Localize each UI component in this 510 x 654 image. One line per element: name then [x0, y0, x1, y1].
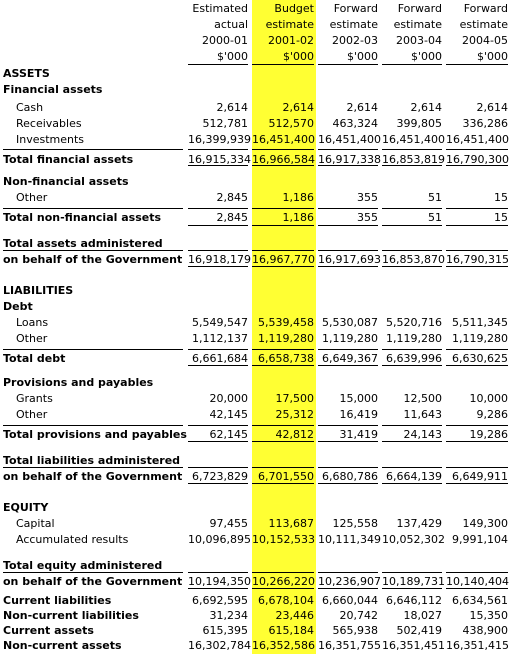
rule-col2 [318, 467, 378, 468]
cell-col3: 6,639,996 [386, 352, 442, 365]
cell-col4: 1,119,280 [452, 332, 508, 345]
header-col4-l1: Forward [463, 2, 508, 15]
cell-col2: 31,419 [339, 428, 378, 441]
cell-col4: 438,900 [462, 624, 508, 637]
table-row [0, 575, 510, 589]
cell-col3: 11,643 [403, 408, 442, 421]
rule-col2 [318, 64, 378, 65]
rule-col2 [318, 149, 378, 150]
cell-col1: 1,119,280 [258, 332, 314, 345]
table-row [0, 408, 510, 422]
rule-col3 [382, 250, 442, 251]
header-col1-l1: Budget [274, 2, 314, 15]
cell-col0: 2,614 [216, 101, 248, 114]
row-label: Capital [16, 517, 55, 530]
rule-col4 [446, 588, 508, 589]
row-label: Receivables [16, 117, 82, 130]
rule-col2 [318, 349, 378, 350]
cell-col4: 5,511,345 [452, 316, 508, 329]
cell-col0: 2,845 [216, 191, 248, 204]
rule-col4 [446, 225, 508, 226]
cell-col0: 20,000 [209, 392, 248, 405]
cell-col1: 5,539,458 [258, 316, 314, 329]
cell-col0: 615,395 [202, 624, 248, 637]
row-label: Investments [16, 133, 85, 146]
row-label: Financial assets [3, 83, 103, 96]
row-label: EQUITY [3, 501, 49, 514]
cell-col0: 97,455 [209, 517, 248, 530]
table-row [0, 101, 510, 115]
cell-col3: 5,520,716 [386, 316, 442, 329]
header-col2-l4: $'000 [346, 50, 378, 63]
cell-col0: 16,915,334 [188, 153, 251, 166]
table-row [0, 83, 510, 97]
rule-label [3, 467, 183, 468]
cell-col3: 16,451,400 [382, 133, 445, 146]
cell-col0: 1,112,137 [192, 332, 248, 345]
rule-col3 [382, 225, 442, 226]
cell-col1: 6,701,550 [258, 470, 314, 483]
rule-col4 [446, 365, 508, 366]
rule-col3 [382, 441, 442, 442]
table-row [0, 594, 510, 608]
cell-col2: 10,111,349 [318, 533, 381, 546]
rule-col0 [188, 467, 248, 468]
row-label: Total non-financial assets [3, 211, 162, 224]
cell-col2: 16,917,693 [318, 253, 381, 266]
rule-col3 [382, 425, 442, 426]
header-col4-l2: estimate [459, 18, 508, 31]
cell-col1: 10,266,220 [252, 575, 315, 588]
rule-col0 [188, 572, 248, 573]
cell-col4: 15,350 [469, 609, 508, 622]
rule-col0 [188, 225, 248, 226]
rule-col1 [252, 425, 314, 426]
header-col3-l1: Forward [397, 2, 442, 15]
row-label: Loans [16, 316, 49, 329]
header-col0-l2: actual [214, 18, 248, 31]
cell-col2: 1,119,280 [322, 332, 378, 345]
cell-col4: 9,991,104 [452, 533, 508, 546]
header-col1-l3: 2001-02 [268, 34, 314, 47]
table-row [0, 300, 510, 314]
table-row [0, 559, 510, 573]
rule-col2 [318, 225, 378, 226]
cell-col4: 149,300 [462, 517, 508, 530]
row-label: LIABILITIES [3, 284, 74, 297]
rule-col2 [318, 266, 378, 267]
cell-col1: 25,312 [275, 408, 314, 421]
rule-col1 [252, 208, 314, 209]
cell-col3: 2,614 [410, 101, 442, 114]
row-label: Accumulated results [16, 533, 129, 546]
cell-col4: 6,634,561 [452, 594, 508, 607]
cell-col3: 18,027 [403, 609, 442, 622]
table-row [0, 133, 510, 147]
cell-col3: 6,664,139 [386, 470, 442, 483]
header-col3-l4: $'000 [410, 50, 442, 63]
cell-col2: 6,660,044 [322, 594, 378, 607]
rule-col2 [318, 165, 378, 166]
table-row [0, 211, 510, 225]
cell-col1: 23,446 [275, 609, 314, 622]
cell-col1: 17,500 [275, 392, 314, 405]
cell-col1: 6,658,738 [258, 352, 314, 365]
table-row [0, 392, 510, 406]
header-col3-l2: estimate [393, 18, 442, 31]
header-col2-l3: 2002-03 [332, 34, 378, 47]
table-row [0, 253, 510, 267]
cell-col2: 20,742 [339, 609, 378, 622]
row-label: ASSETS [3, 67, 50, 80]
rule-label [3, 250, 183, 251]
cell-col0: 6,661,684 [192, 352, 248, 365]
table-row [0, 533, 510, 547]
cell-col1: 615,184 [268, 624, 314, 637]
rule-col1 [252, 266, 314, 267]
rule-col4 [446, 467, 508, 468]
cell-col4: 6,649,911 [452, 470, 508, 483]
cell-col4: 2,614 [476, 101, 508, 114]
row-label: Other [16, 191, 48, 204]
rule-col3 [382, 266, 442, 267]
table-row [0, 624, 510, 638]
rule-col4 [446, 441, 508, 442]
table-row [0, 332, 510, 346]
header-col1-l4: $'000 [282, 50, 314, 63]
rule-col4 [446, 64, 508, 65]
rule-col0 [188, 588, 248, 589]
rule-col0 [188, 64, 248, 65]
cell-col1: 1,186 [282, 211, 314, 224]
rule-col1 [252, 165, 314, 166]
cell-col4: 16,451,400 [446, 133, 509, 146]
cell-col4: 16,790,300 [446, 153, 509, 166]
header-col0-l3: 2000-01 [202, 34, 248, 47]
cell-col3: 6,646,112 [386, 594, 442, 607]
cell-col3: 399,805 [396, 117, 442, 130]
cell-col3: 16,351,451 [382, 639, 445, 652]
rule-col0 [188, 365, 248, 366]
cell-col2: 355 [357, 211, 378, 224]
cell-col2: 355 [357, 191, 378, 204]
cell-col0: 62,145 [209, 428, 248, 441]
cell-col0: 16,399,939 [188, 133, 251, 146]
rule-col2 [318, 250, 378, 251]
rule-col0 [188, 208, 248, 209]
rule-label [3, 149, 183, 150]
rule-col1 [252, 349, 314, 350]
rule-col1 [252, 467, 314, 468]
row-label: on behalf of the Government [3, 253, 183, 266]
header-col3-l3: 2003-04 [396, 34, 442, 47]
cell-col4: 10,000 [469, 392, 508, 405]
rule-col1 [252, 149, 314, 150]
rule-col3 [382, 483, 442, 484]
row-label: Non-current liabilities [3, 609, 139, 622]
cell-col3: 51 [428, 191, 442, 204]
cell-col0: 31,234 [209, 609, 248, 622]
cell-col2: 463,324 [332, 117, 378, 130]
rule-col2 [318, 572, 378, 573]
rule-col4 [446, 149, 508, 150]
cell-col1: 6,678,104 [258, 594, 314, 607]
cell-col1: 42,812 [275, 428, 314, 441]
rule-col1 [252, 250, 314, 251]
cell-col3: 10,189,731 [382, 575, 445, 588]
table-row [0, 428, 510, 442]
cell-col3: 12,500 [403, 392, 442, 405]
cell-col3: 502,419 [396, 624, 442, 637]
cell-col3: 1,119,280 [386, 332, 442, 345]
cell-col4: 9,286 [476, 408, 508, 421]
row-label: Grants [16, 392, 53, 405]
cell-col0: 6,723,829 [192, 470, 248, 483]
cell-col0: 10,194,350 [188, 575, 251, 588]
cell-col4: 6,630,625 [452, 352, 508, 365]
rule-col1 [252, 588, 314, 589]
table-row [0, 517, 510, 531]
cell-col0: 42,145 [209, 408, 248, 421]
table-row [0, 117, 510, 131]
header-col0-l1: Estimated [192, 2, 248, 15]
rule-col0 [188, 250, 248, 251]
rule-col1 [252, 441, 314, 442]
rule-col3 [382, 572, 442, 573]
cell-col1: 2,614 [282, 101, 314, 114]
table-row [0, 237, 510, 251]
table-row [0, 175, 510, 189]
cell-col0: 2,845 [216, 211, 248, 224]
rule-col3 [382, 349, 442, 350]
table-row [0, 376, 510, 390]
rule-col2 [318, 425, 378, 426]
cell-col2: 16,419 [339, 408, 378, 421]
cell-col2: 565,938 [332, 624, 378, 637]
cell-col2: 5,530,087 [322, 316, 378, 329]
cell-col4: 15 [494, 211, 508, 224]
cell-col3: 10,052,302 [382, 533, 445, 546]
rule-col0 [188, 483, 248, 484]
row-label: Non-financial assets [3, 175, 129, 188]
rule-label [3, 425, 183, 426]
rule-col4 [446, 208, 508, 209]
header-col2-l1: Forward [333, 2, 378, 15]
rule-col3 [382, 208, 442, 209]
rule-col1 [252, 572, 314, 573]
rule-col3 [382, 467, 442, 468]
cell-col2: 6,680,786 [322, 470, 378, 483]
cell-col0: 5,549,547 [192, 316, 248, 329]
cell-col3: 16,853,870 [382, 253, 445, 266]
cell-col1: 16,966,584 [252, 153, 315, 166]
row-label: Total debt [3, 352, 66, 365]
rule-label [3, 208, 183, 209]
rule-col0 [188, 266, 248, 267]
rule-label [3, 572, 183, 573]
table-row [0, 284, 510, 298]
rule-col3 [382, 365, 442, 366]
cell-col3: 24,143 [403, 428, 442, 441]
cell-col4: 16,351,415 [446, 639, 509, 652]
row-label: Total equity administered [3, 559, 163, 572]
table-row [0, 454, 510, 468]
table-row [0, 316, 510, 330]
row-label: on behalf of the Government [3, 470, 183, 483]
cell-col2: 125,558 [332, 517, 378, 530]
rule-col2 [318, 365, 378, 366]
row-label: on behalf of the Government [3, 575, 183, 588]
rule-col4 [446, 483, 508, 484]
header-col1-l2: estimate [265, 18, 314, 31]
cell-col2: 16,451,400 [318, 133, 381, 146]
cell-col1: 16,352,586 [252, 639, 315, 652]
rule-col4 [446, 572, 508, 573]
table-row [0, 501, 510, 515]
rule-col1 [252, 365, 314, 366]
rule-col2 [318, 441, 378, 442]
rule-col2 [318, 208, 378, 209]
row-label: Non-current assets [3, 639, 122, 652]
row-label: Other [16, 332, 48, 345]
cell-col3: 51 [428, 211, 442, 224]
row-label: Debt [3, 300, 33, 313]
rule-col4 [446, 349, 508, 350]
rule-col0 [188, 441, 248, 442]
cell-col3: 16,853,819 [382, 153, 445, 166]
row-label: Current liabilities [3, 594, 112, 607]
cell-col4: 10,140,404 [446, 575, 509, 588]
rule-col1 [252, 64, 314, 65]
rule-col3 [382, 588, 442, 589]
rule-col0 [188, 349, 248, 350]
rule-col0 [188, 425, 248, 426]
table-row [0, 352, 510, 366]
cell-col0: 16,918,179 [188, 253, 251, 266]
cell-col4: 336,286 [462, 117, 508, 130]
header-col4-l3: 2004-05 [462, 34, 508, 47]
row-label: Cash [16, 101, 44, 114]
header-col0-l4: $'000 [216, 50, 248, 63]
rule-col3 [382, 64, 442, 65]
rule-label [3, 349, 183, 350]
cell-col2: 6,649,367 [322, 352, 378, 365]
row-label: Other [16, 408, 48, 421]
cell-col4: 15 [494, 191, 508, 204]
rule-col1 [252, 483, 314, 484]
table-row [0, 67, 510, 81]
rule-col3 [382, 149, 442, 150]
rule-col4 [446, 266, 508, 267]
rule-col0 [188, 149, 248, 150]
cell-col2: 16,351,755 [318, 639, 381, 652]
cell-col1: 16,967,770 [252, 253, 315, 266]
rule-col4 [446, 165, 508, 166]
cell-col1: 512,570 [268, 117, 314, 130]
cell-col3: 137,429 [396, 517, 442, 530]
cell-col1: 16,451,400 [252, 133, 315, 146]
cell-col1: 10,152,533 [252, 533, 315, 546]
row-label: Total financial assets [3, 153, 134, 166]
rule-col4 [446, 250, 508, 251]
cell-col2: 16,917,338 [318, 153, 381, 166]
cell-col2: 2,614 [346, 101, 378, 114]
table-row [0, 191, 510, 205]
rule-col4 [446, 425, 508, 426]
table-row [0, 609, 510, 623]
row-label: Provisions and payables [3, 376, 154, 389]
rule-col2 [318, 588, 378, 589]
rule-col3 [382, 165, 442, 166]
cell-col0: 16,302,784 [188, 639, 251, 652]
cell-col2: 15,000 [339, 392, 378, 405]
table-row [0, 470, 510, 484]
header-col4-l4: $'000 [476, 50, 508, 63]
rule-col2 [318, 483, 378, 484]
cell-col2: 10,236,907 [318, 575, 381, 588]
rule-col0 [188, 165, 248, 166]
cell-col0: 512,781 [202, 117, 248, 130]
cell-col1: 113,687 [268, 517, 314, 530]
table-row [0, 639, 510, 653]
row-label: Total provisions and payables [3, 428, 187, 441]
header-col2-l2: estimate [329, 18, 378, 31]
row-label: Current assets [3, 624, 94, 637]
row-label: Total assets administered [3, 237, 163, 250]
rule-col1 [252, 225, 314, 226]
cell-col0: 6,692,595 [192, 594, 248, 607]
cell-col1: 1,186 [282, 191, 314, 204]
cell-col4: 16,790,315 [446, 253, 509, 266]
cell-col0: 10,096,895 [188, 533, 251, 546]
cell-col4: 19,286 [469, 428, 508, 441]
row-label: Total liabilities administered [3, 454, 181, 467]
